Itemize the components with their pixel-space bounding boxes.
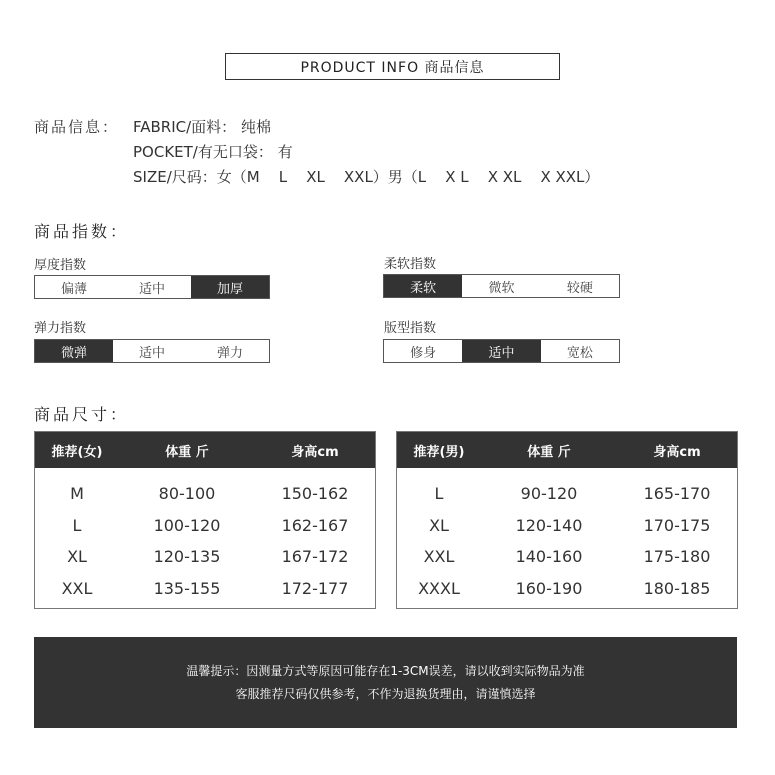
weight-cell: 160-190 <box>515 578 583 598</box>
weight-cell: 135-155 <box>153 578 221 598</box>
notice-line: 客服推荐尺码仅供参考，不作为退换货理由，请谨慎选择 <box>235 686 536 701</box>
thickness-option: 加厚 <box>191 276 269 298</box>
size-cell: M <box>70 484 84 504</box>
table-row <box>35 510 375 542</box>
size-table-women <box>34 431 376 609</box>
table-row <box>397 541 737 573</box>
size-cell: L <box>72 515 82 535</box>
weight-cell: 90-120 <box>520 484 578 504</box>
size-table-men <box>396 431 738 609</box>
height-cell: 162-167 <box>281 515 349 535</box>
notice-line: 温馨提示：因测量方式等原因可能存在1-3CM误差，请以收到实际物品为准 <box>186 663 585 678</box>
weight-cell: 120-135 <box>153 547 221 567</box>
header-cell: 体重 斤 <box>527 444 571 460</box>
elasticity-option: 微弹 <box>35 340 113 362</box>
elasticity-label: 弹力指数 <box>34 321 87 336</box>
softness-index <box>383 274 620 298</box>
height-cell: 165-170 <box>643 484 711 504</box>
info-size: SIZE/尺码：女（M L XL XXL）男（L X L X XL X XXL） <box>133 168 600 186</box>
notice-banner <box>34 637 737 728</box>
size-cell: XXXL <box>418 578 460 598</box>
softness-option: 微软 <box>488 280 515 296</box>
header-cell: 身高cm <box>291 444 339 460</box>
weight-cell: 140-160 <box>515 547 583 567</box>
header-cell: 推荐(女) <box>51 444 103 460</box>
size-cell: XL <box>67 547 87 567</box>
table-row <box>397 510 737 542</box>
size-cell: XXL <box>423 547 455 567</box>
thickness-index <box>34 275 270 299</box>
fit-option: 适中 <box>462 340 540 362</box>
thickness-label: 厚度指数 <box>34 258 87 273</box>
indices-title: 商品指数： <box>34 222 130 241</box>
height-cell: 175-180 <box>643 547 711 567</box>
height-cell: 167-172 <box>281 547 349 567</box>
info-label: 商品信息： <box>34 118 120 136</box>
product-info <box>34 115 599 190</box>
fit-index <box>383 339 620 363</box>
weight-cell: 120-140 <box>515 515 583 535</box>
info-pocket: POCKET/有无口袋： 有 <box>133 143 293 161</box>
table-row <box>35 573 375 605</box>
weight-cell: 80-100 <box>158 484 216 504</box>
sizes-title: 商品尺寸： <box>34 405 130 424</box>
info-row-fabric <box>34 115 599 140</box>
elasticity-option: 适中 <box>138 345 165 361</box>
table-row <box>397 573 737 605</box>
softness-option: 较硬 <box>566 280 593 296</box>
info-fabric: FABRIC/面料： 纯棉 <box>133 118 271 136</box>
fit-option: 修身 <box>410 345 437 361</box>
height-cell: 172-177 <box>281 578 349 598</box>
table-row <box>397 478 737 510</box>
header-cell: 身高cm <box>653 444 701 460</box>
header-cell: 推荐(男) <box>413 444 465 460</box>
elasticity-index <box>34 339 270 363</box>
size-cell: XXL <box>61 578 93 598</box>
weight-cell: 100-120 <box>153 515 221 535</box>
page-title: PRODUCT INFO 商品信息 <box>225 53 560 80</box>
fit-option: 宽松 <box>566 345 593 361</box>
info-row-pocket <box>34 140 599 165</box>
height-cell: 180-185 <box>643 578 711 598</box>
table-header <box>35 432 375 468</box>
softness-option: 柔软 <box>384 275 462 297</box>
size-cell: L <box>434 484 444 504</box>
info-row-size <box>34 165 599 190</box>
height-cell: 170-175 <box>643 515 711 535</box>
table-header <box>397 432 737 468</box>
table-row <box>35 541 375 573</box>
fit-label: 版型指数 <box>384 321 437 336</box>
thickness-option: 偏薄 <box>60 281 87 297</box>
elasticity-option: 弹力 <box>216 345 243 361</box>
height-cell: 150-162 <box>281 484 349 504</box>
size-cell: XL <box>429 515 449 535</box>
thickness-option: 适中 <box>138 281 165 297</box>
softness-label: 柔软指数 <box>384 257 437 272</box>
header-cell: 体重 斤 <box>165 444 209 460</box>
table-row <box>35 478 375 510</box>
